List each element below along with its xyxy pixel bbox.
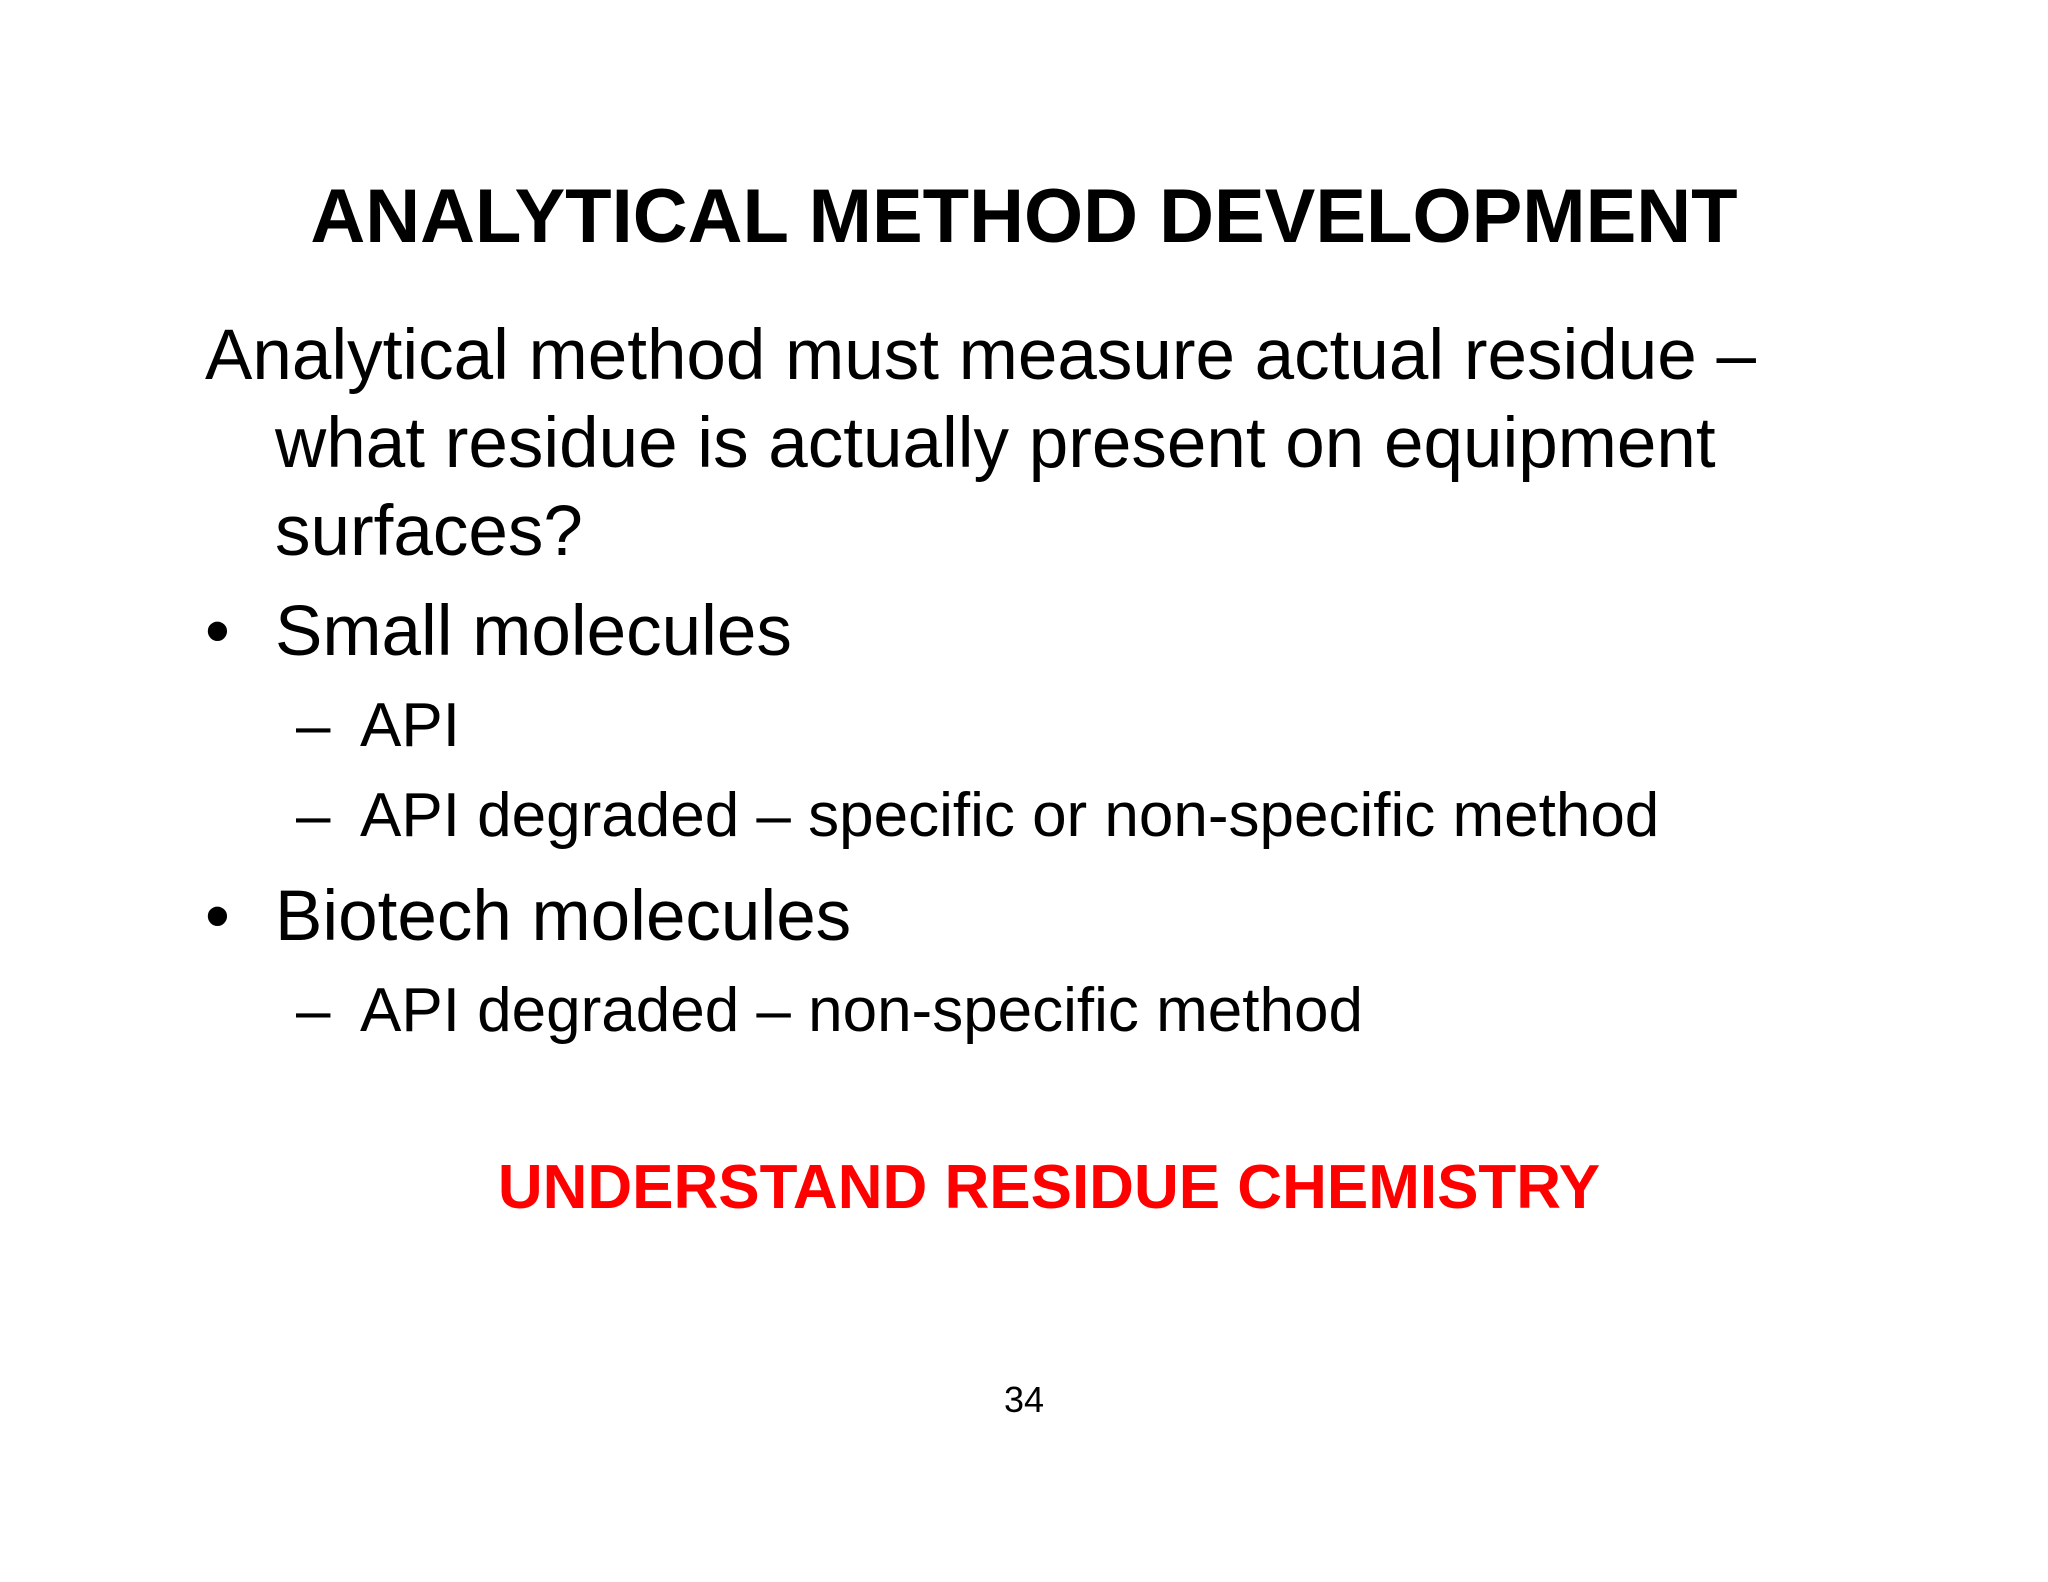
sub-bullet-label: API degraded – non-specific method [360,976,1363,1045]
bullet-marker: • [205,592,230,671]
intro-line-2: what residue is actually present on equipment [275,404,1716,483]
sub-bullet-label: API degraded – specific or non-specific method [360,781,1660,850]
bullet-marker: • [205,877,230,956]
bullet-small-molecules [205,588,792,676]
page-number: 34 [1003,1379,1045,1420]
slide-title: ANALYTICAL METHOD DEVELOPMENT [310,174,1738,259]
bullet-biotech-molecules [205,873,851,961]
bullet-label: Biotech molecules [275,877,852,956]
emphasis-callout: UNDERSTAND RESIDUE CHEMISTRY [497,1153,1601,1222]
intro-line-3: surfaces? [275,492,583,571]
sub-bullet-label: API [360,691,460,760]
intro-line-1: Analytical method must measure actual residue – [205,316,1756,395]
sub-bullet-marker: – [296,781,331,850]
sub-bullet-api-degraded-nonspecific [296,973,1363,1049]
sub-bullet-api [296,688,460,764]
intro-paragraph [205,312,1855,576]
bullet-label: Small molecules [275,592,792,671]
sub-bullet-marker: – [296,976,331,1045]
sub-bullet-api-degraded-specific [296,778,1659,854]
sub-bullet-marker: – [296,691,331,760]
